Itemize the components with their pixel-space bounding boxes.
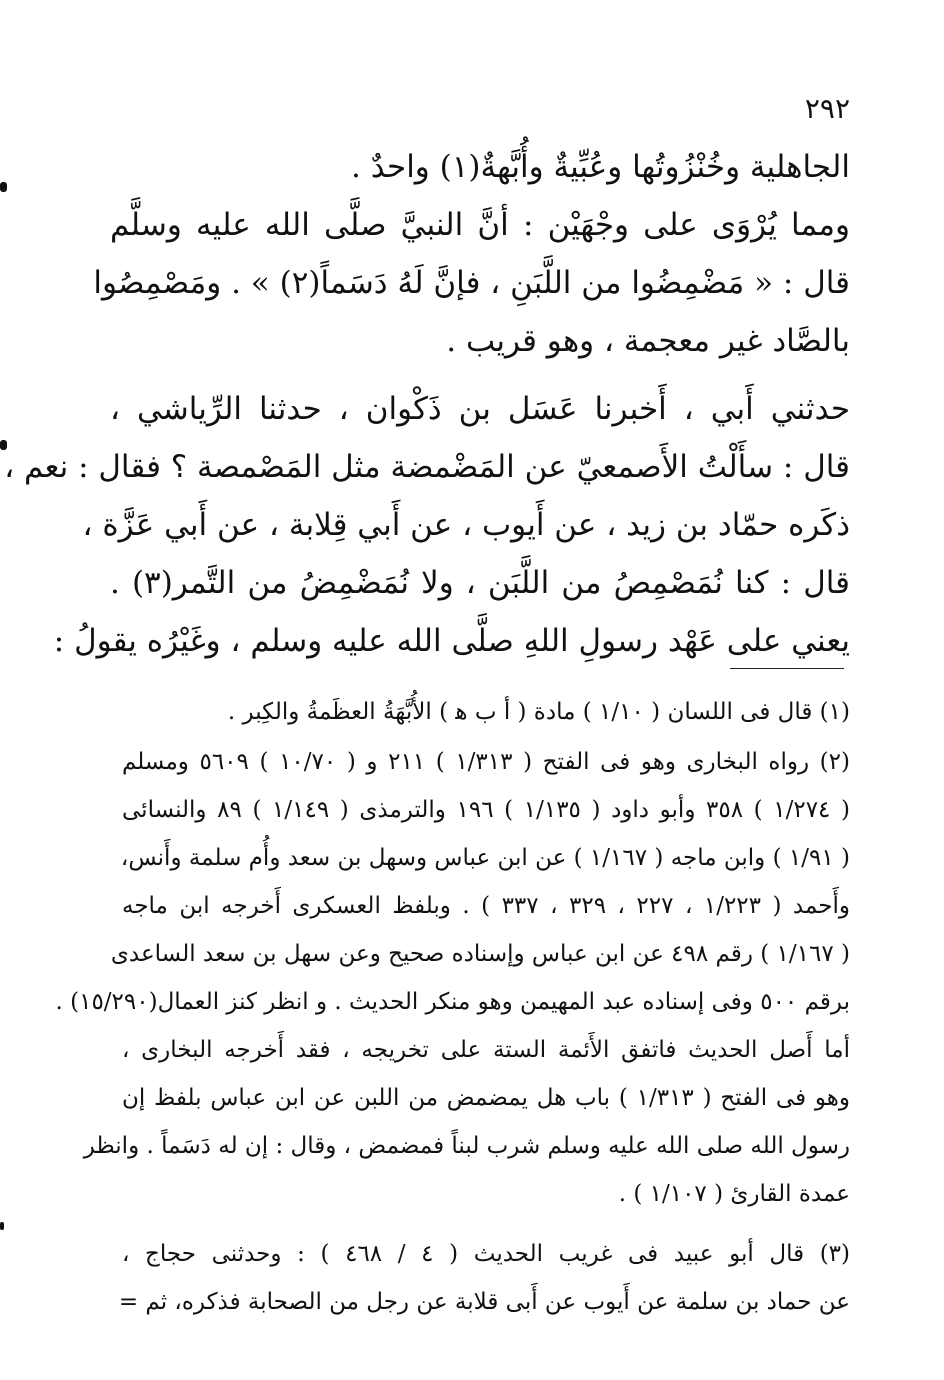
margin-mark (0, 1222, 4, 1230)
text-line: ومما يُرْوَى على وجْهَيْن : أنَّ النبيَّ صلَّى الله عليه وسلَّم (110, 207, 850, 243)
footnote-line: (٣) قال أبو عبيد فى غريب الحديث ( ٤ / ٤٦٨ ) : وحدثنى حجاج ، (122, 1241, 851, 1267)
text-line: قال : « مَضْمِضُوا من اللَّبَنِ ، فإنَّ لَهُ دَسَماً(٢) » . ومَصْمِصُوا (93, 265, 850, 301)
footnote-line: رسول الله صلى الله عليه وسلم شرب لبناً فمضمض ، وقال : إن له دَسَماً . وانظر (83, 1133, 850, 1159)
text-line: قال : سأَلْتُ الأَصمعيّ عن المَضْمضة مثل المَصْمصة ؟ فقال : نعم ، (4, 449, 850, 485)
footnote-line: (٢) رواه البخارى وهو فى الفتح ( ١/٣١٣ ) ٢١١ و ( ١٠/٧٠ ) ٥٦٠٩ ومسلم (122, 749, 850, 775)
margin-mark (0, 182, 7, 192)
main-text (4, 138, 850, 670)
footnote-2 (55, 738, 851, 1218)
footnote-line: ( ١/٩١ ) وابن ماجه ( ١/١٦٧ ) عن ابن عباس وسهل بن سعد وأُم سلمة وأَنس، (120, 845, 850, 871)
footnote-line: برقم ٥٠٠ وفى إسناده عبد المهيمن وهو منكر الحديث . و انظر كنز العمال(١٥/٢٩٠) . (55, 989, 850, 1015)
footnote-line: وهو فى الفتح ( ١/٣١٣ ) باب هل يمضمض من اللبن عن ابن عباس بلفظ إن (122, 1085, 850, 1111)
text-line: الجاهلية وخُنْزُوتُها وعُبِّيةٌ وأُبَّهةٌ(١) واحدٌ . (351, 149, 850, 185)
footnote-line: (١) قال فى اللسان ( ١/١٠ ) مادة ( أ ب ﻫ ) الأُبَّهَةُ العظَمةُ والكِبر . (227, 699, 850, 725)
footnote-line: ( ١/٢٧٤ ) ٣٥٨ وأبو داود ( ١/١٣٥ ) ١٩٦ والترمذى ( ١/١٤٩ ) ٨٩ والنسائى (122, 797, 850, 823)
page-number: ٢٩٢ (804, 92, 850, 125)
footnote-divider (730, 668, 844, 669)
text-line: حدثني أَبي ، أَخبرنا عَسَل بن ذَكْوان ، حدثنا الرِّياشي ، (110, 391, 850, 427)
text-line: ذكَره حمّاد بن زيد ، عن أَيوب ، عن أَبي قِلابة ، عن أَبي عَزَّة ، (82, 507, 850, 543)
footnote-1 (122, 688, 850, 736)
text-line: قال : كنا نُمَصْمِصُ من اللَّبَن ، ولا نُمَضْمِضُ من التَّمر(٣) . (110, 565, 850, 601)
footnote-line: عن حماد بن سلمة عن أَيوب عن أَبى قلابة عن رجل من الصحابة فذكره، ثم = (118, 1289, 850, 1315)
footnote-3 (118, 1230, 851, 1326)
text-line: بالصَّاد غير معجمة ، وهو قريب . (446, 323, 850, 359)
footnote-line: عمدة القارئ ( ١/١٠٧ ) . (618, 1181, 850, 1207)
footnote-line: ( ١/١٦٧ ) رقم ٤٩٨ عن ابن عباس وإسناده صحيح وعن سهل بن سعد الساعدى (110, 941, 850, 967)
footnote-line: وأَحمد ( ١/٢٢٣ ، ٢٢٧ ، ٣٢٩ ، ٣٣٧ ) . وبلفظ العسكرى أَخرجه ابن ماجه (122, 893, 851, 919)
footnote-line: أما أَصل الحديث فاتفق الأَئمة الستة على تخريجه ، فقد أَخرجه البخارى ، (122, 1037, 850, 1063)
text-line: يعني على عَهْد رسولِ اللهِ صلَّى الله عليه وسلم ، وغَيْرُه يقولُ : (53, 623, 850, 659)
